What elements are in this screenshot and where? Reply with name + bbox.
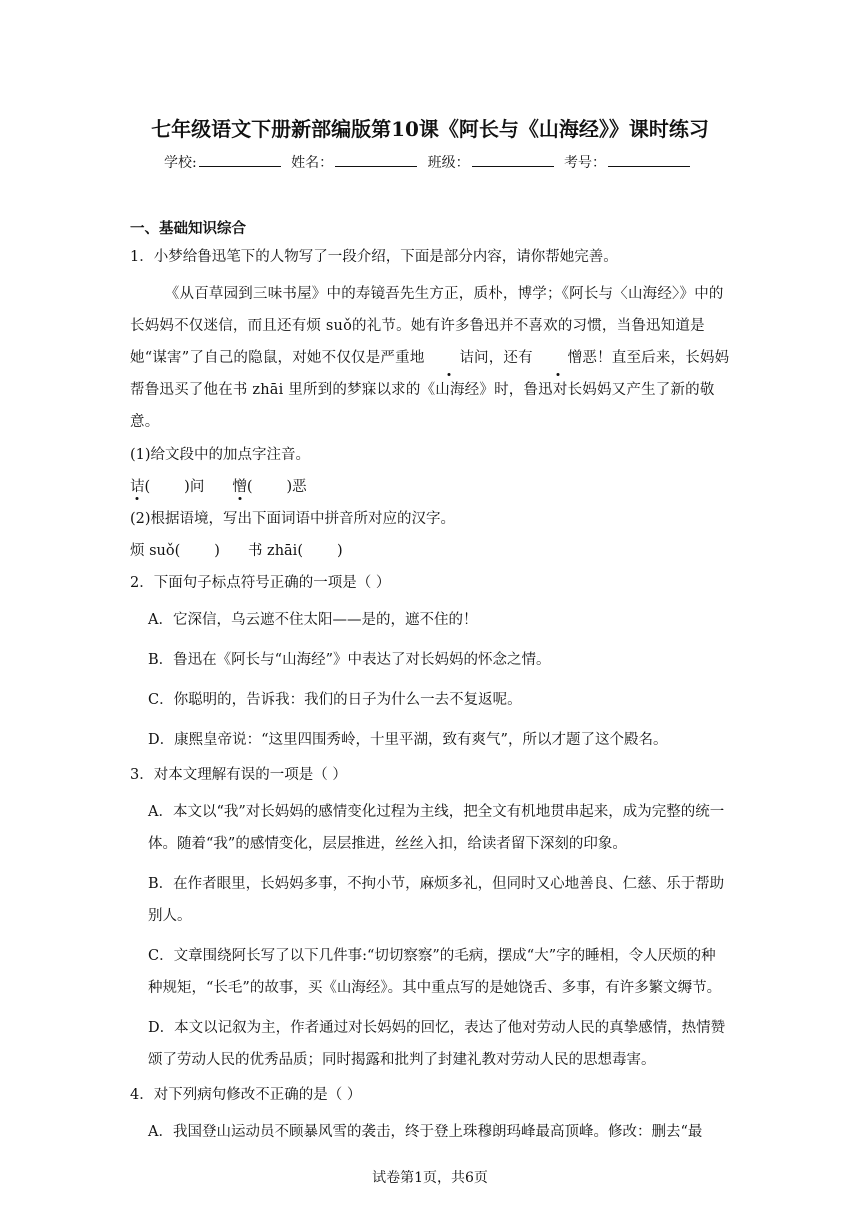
exam-number-label: 考号：	[564, 155, 607, 171]
sub1-answer-1	[130, 476, 204, 498]
sub2-answer-2	[248, 540, 343, 562]
passage-text-1: 《从百草园到三味书屋》中的寿镜吾先生方正，质朴，博学；《阿长与〈山海经〉》中的长妈妈不仅迷信，而且还有烦 suǒ的礼节。她有许多鲁迅并不喜欢的习惯，当鲁迅知道是她“谋害”了自己的隐鼠，对她不仅仅是严重地	[130, 286, 724, 366]
q3-option-d[interactable]: D．本文以记叙为主，作者通过对长妈妈的回忆，表达了他对劳动人民的真挚感情，热情赞颂了劳动人民的优秀品质；同时揭露和批判了封建礼教对劳动人民的思想毒害。	[148, 1020, 726, 1068]
question-4-options	[130, 1116, 730, 1148]
class-field	[428, 152, 554, 173]
sub2-suffix-1: )	[214, 543, 220, 559]
q4-option-a[interactable]: A．我国登山运动员不顾暴风雪的袭击，终于登上珠穆朗玛峰最高顶峰。修改：删去“最	[148, 1124, 703, 1140]
sub1-answer-2	[232, 476, 306, 498]
question-3-options	[130, 796, 730, 1076]
sub2-prefix-2: 书 zhāi(	[247, 543, 303, 559]
q3-option-b[interactable]: B．在作者眼里，长妈妈多事，不拘小节，麻烦多礼，但同时又心地善良、仁慈、乐于帮助别人。	[148, 876, 725, 924]
sub1-emphasis-2: 憎	[232, 476, 247, 498]
sub2-prefix-1: 烦 suǒ(	[130, 543, 181, 559]
question-2-prompt: 2．下面句子标点符号正确的一项是（ ）	[130, 575, 391, 591]
question-4-prompt: 4．对下列病句修改不正确的是（ ）	[130, 1087, 362, 1103]
question-1-prompt: 1．小梦给鲁迅笔下的人物写了一段介绍，下面是部分内容，请你帮她完善。	[130, 249, 618, 265]
q3-option-a[interactable]: A．本文以“我”对长妈妈的感情变化过程为主线，把全文有机地贯串起来，成为完整的统一体。随着“我”的感情变化，层层推进，丝丝入扣，给读者留下深刻的印象。	[148, 804, 725, 852]
exam-number-blank[interactable]	[608, 152, 690, 167]
question-2-options	[130, 604, 730, 756]
school-label: 学校:	[163, 155, 197, 171]
sub1-suffix-1: )问	[184, 479, 205, 495]
sub1-open-paren-2: (	[246, 479, 253, 495]
passage-text-2: 问，还有	[474, 350, 533, 366]
q2-option-b[interactable]: B．鲁迅在《阿长与“山海经”》中表达了对长妈妈的怀念之情。	[148, 652, 551, 668]
school-blank[interactable]	[199, 152, 281, 167]
question-1-passage	[130, 278, 730, 438]
q2-option-c[interactable]: C．你聪明的，告诉我：我们的日子为什么一去不复返呢。	[148, 692, 522, 708]
page-footer: 试卷第1页，共6页	[372, 1170, 488, 1186]
section-title: 一、基础知识综合	[130, 220, 246, 237]
q2-option-d[interactable]: D．康熙皇帝说：“这里四围秀岭，十里平湖，致有爽气”，所以才题了这个殿名。	[148, 732, 668, 748]
question-1-sub1-answers	[130, 476, 730, 498]
class-label: 班级：	[427, 155, 470, 171]
q2-option-a[interactable]: A．它深信，乌云遮不住太阳——是的，遮不住的！	[148, 612, 478, 628]
page-title: 七年级语文下册新部编版第10课《阿长与《山海经》》课时练习	[151, 117, 709, 141]
exam-number-field	[564, 152, 690, 173]
q3-option-c[interactable]: C．文章围绕阿长写了以下几件事:“切切察察”的毛病，摆成“大”字的睡相，令人厌烦的种种规矩，“长毛”的故事，买《山海经》。其中重点写的是她饶舌、多事，有许多繁文缛节。	[148, 948, 722, 996]
school-field	[164, 152, 281, 173]
sub2-suffix-2: )	[336, 543, 343, 559]
sub2-answer-1	[130, 540, 220, 562]
name-field	[291, 152, 417, 173]
passage-emphasis-2: 憎	[533, 342, 583, 374]
question-1-sub2: (2)根据语境，写出下面词语中拼音所对应的汉字。	[130, 511, 456, 527]
question-1-sub2-answers	[130, 540, 730, 562]
sub1-suffix-2: )恶	[286, 479, 307, 495]
sub1-emphasis-1: 诘	[130, 476, 145, 498]
question-1-sub1: (1)给文段中的加点字注音。	[130, 447, 311, 463]
passage-emphasis-1: 诘	[425, 342, 475, 374]
class-blank[interactable]	[472, 152, 554, 167]
name-label: 姓名：	[291, 155, 334, 171]
exam-content	[130, 216, 730, 1156]
sub1-open-paren-1: (	[144, 479, 151, 495]
name-blank[interactable]	[335, 152, 417, 167]
student-info-row	[0, 152, 860, 173]
question-3-prompt: 3．对本文理解有误的一项是（ ）	[130, 767, 347, 783]
passage-text-3: 恶！直至后来，长妈妈帮鲁迅买了他在书 zhāi 里所到的梦寐以求的《山海经》时，鲁迅对长妈妈又产生了新的敬意。	[130, 350, 730, 430]
